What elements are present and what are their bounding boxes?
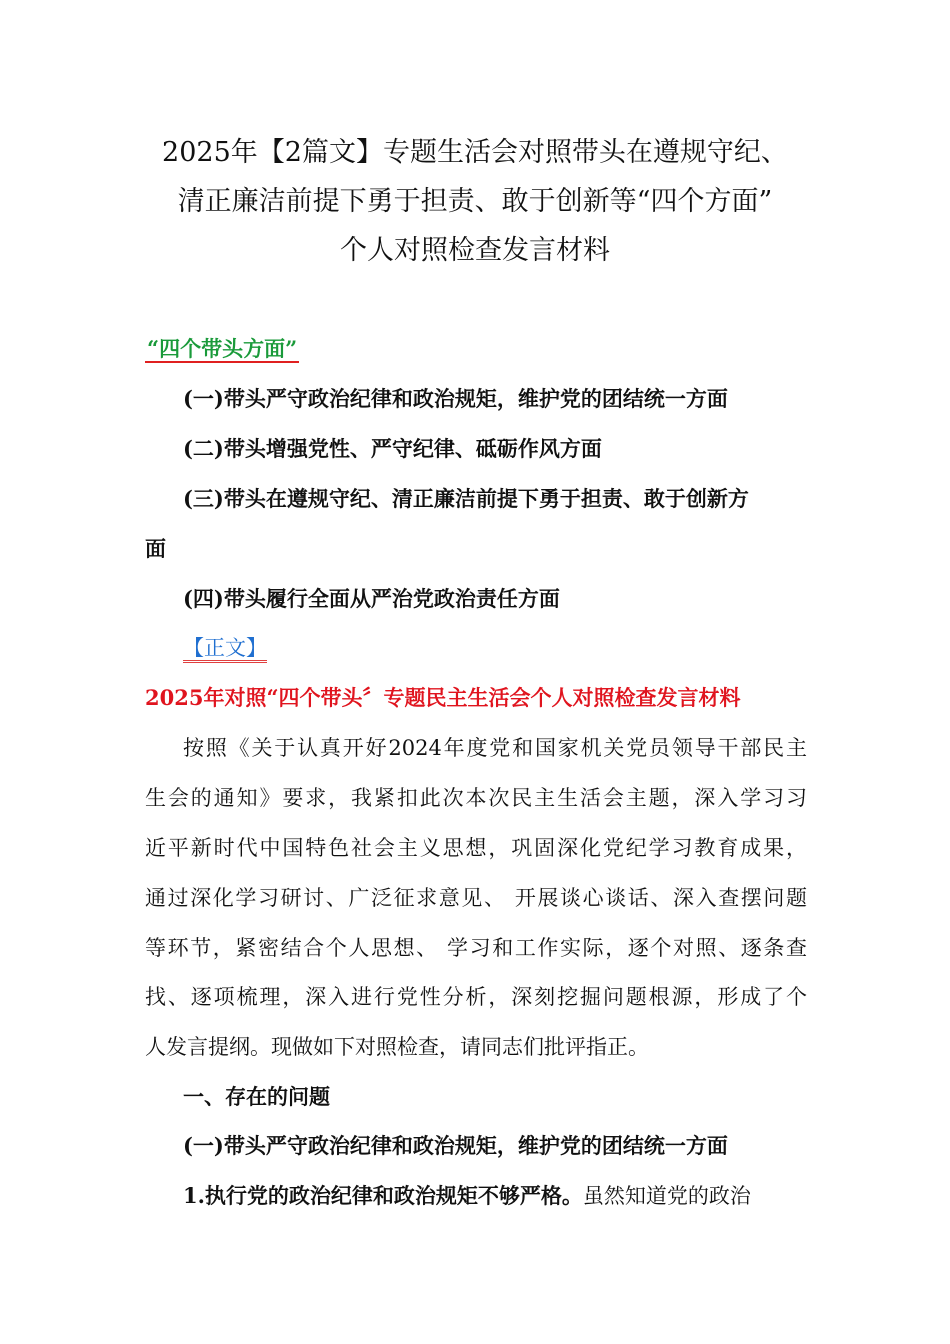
- aspect-item: (二)带头增强党性、严守纪律、砥砺作风方面: [183, 436, 602, 461]
- intro-line: 按照《关于认真开好2024年度党和国家机关党员领导干部民主: [183, 736, 807, 760]
- aspect-item: (三)带头在遵规守纪、清正廉洁前提下勇于担责、敢于创新方: [183, 486, 749, 511]
- title-line: 清正廉洁前提下勇于担责、敢于创新等“四个方面”: [177, 186, 773, 217]
- heading-level-2: (一)带头严守政治纪律和政治规矩，维护党的团结统一方面: [183, 1133, 728, 1158]
- body-label: 【正文】: [183, 636, 267, 663]
- body-label-row: [183, 633, 845, 663]
- heading-level-1: 一、存在的问题: [183, 1084, 330, 1109]
- intro-line: 生会的通知》要求，我紧扣此次本次民主生活会主题，深入学习习: [145, 786, 807, 810]
- section-label-row: [145, 334, 807, 364]
- title-line: 个人对照检查发言材料: [340, 235, 610, 266]
- intro-line: 通过深化学习研讨、广泛征求意见、 开展谈心谈话、深入查摆问题: [145, 886, 807, 910]
- aspect-item: (一)带头严守政治纪律和政治规矩，维护党的团结统一方面: [183, 386, 728, 411]
- title-line: 2025年【2篇文】专题生活会对照带头在遵规守纪、: [162, 137, 788, 168]
- aspect-item-continuation: 面: [145, 536, 166, 561]
- intro-line: 找、逐项梳理，深入进行党性分析，深刻挖掘问题根源，形成了个: [145, 985, 807, 1009]
- intro-line: 等环节，紧密结合个人思想、 学习和工作实际，逐个对照、逐条查: [145, 936, 807, 960]
- intro-line: 近平新时代中国特色社会主义思想，巩固深化党纪学习教育成果，: [145, 836, 807, 860]
- point-text: 虽然知道党的政治: [582, 1184, 751, 1208]
- intro-line: 人发言提纲。现做如下对照检查，请同志们批评指正。: [145, 1035, 649, 1059]
- subtitle: 2025年对照“四个带头〞专题民主生活会个人对照检查发言材料: [145, 685, 741, 710]
- point-title: 1.执行党的政治纪律和政治规矩不够严格。: [183, 1183, 583, 1208]
- point-paragraph: [183, 1181, 845, 1211]
- document-title: [0, 128, 950, 275]
- section-label: “四个带头方面”: [147, 336, 298, 361]
- aspect-item: (四)带头履行全面从严治党政治责任方面: [183, 586, 560, 611]
